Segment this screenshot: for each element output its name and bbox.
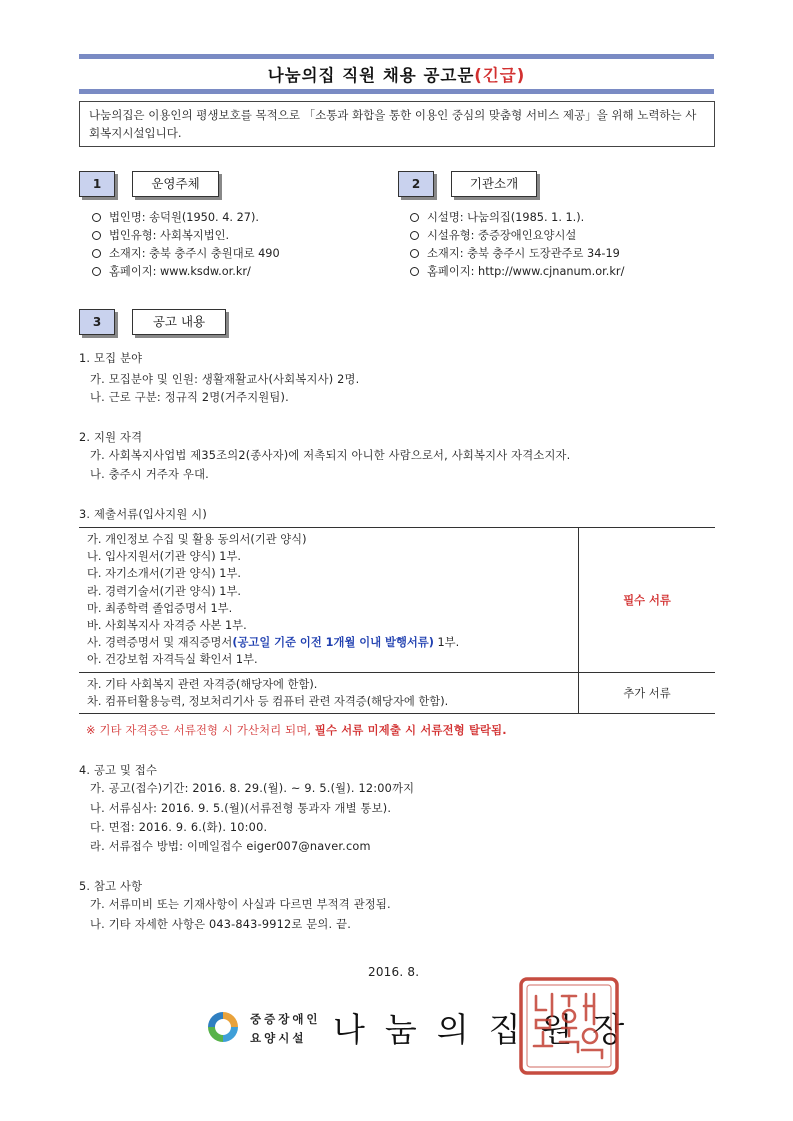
org-line-1: 중증장애인 <box>250 1012 321 1026</box>
schedule-item: 다. 면접: 2016. 9. 6.(화). 10:00. <box>90 821 268 834</box>
schedule-item: 라. 서류접수 방법: 이메일접수 eiger007@naver.com <box>90 840 371 853</box>
circle-bullet-icon <box>410 267 419 276</box>
header-bottom-bar <box>79 89 714 94</box>
page-title <box>79 62 714 86</box>
section1-number: 1 <box>79 171 115 197</box>
circle-bullet-icon <box>92 249 101 258</box>
documents-heading: 3. 제출서류(입사지원 시) <box>79 508 207 521</box>
footer-date: 2016. 8. <box>368 965 420 979</box>
section2-item: 시설유형: 중증장애인요양시설 <box>410 227 576 244</box>
additional-documents-cell <box>79 672 579 713</box>
documents-table <box>79 527 715 714</box>
document-item: 차. 컴퓨터활용능력, 정보처리기사 등 컴퓨터 관련 자격증(해당자에 한함). <box>87 694 449 708</box>
notes-item: 가. 서류미비 또는 기재사항이 사실과 다르면 부적격 관정됨. <box>90 898 391 911</box>
circle-bullet-icon <box>410 213 419 222</box>
notes-heading: 5. 참고 사항 <box>79 880 143 893</box>
documents-note: ※ 기타 자격증은 서류전형 시 가산처리 되며, 필수 서류 미제출 시 서류전형 탈락됨. <box>86 724 507 737</box>
intro-box: 나눔의집은 이용인의 평생보호를 목적으로 「소통과 화합을 통한 이용인 중심의 맞춤형 서비스 제공」을 위해 노력하는 사회복지시설입니다. <box>79 101 715 147</box>
required-documents-cell <box>79 528 579 673</box>
section2-item: 소재지: 충북 충주시 도장관주로 34-19 <box>410 245 620 262</box>
recruit-item: 나. 근로 구분: 정규직 2명(거주지원팀). <box>90 391 289 404</box>
section2-label: 기관소개 <box>451 171 537 197</box>
schedule-item: 가. 공고(접수)기간: 2016. 8. 29.(월). ~ 9. 5.(월). 12:00까지 <box>90 782 415 795</box>
director-signature: 나눔의집원장 <box>333 1010 645 1049</box>
circle-bullet-icon <box>410 231 419 240</box>
org-line-2: 요양시설 <box>250 1031 307 1045</box>
section1-label: 운영주체 <box>132 171 219 197</box>
organization-logo-icon <box>205 1009 241 1045</box>
document-item: 가. 개인정보 수집 및 활용 동의서(기관 양식) <box>87 533 307 546</box>
required-label: 필수 서류 <box>579 528 716 673</box>
circle-bullet-icon <box>92 231 101 240</box>
qualify-item: 나. 충주시 거주자 우대. <box>90 468 209 481</box>
header-top-bar <box>79 54 714 59</box>
section3-label: 공고 내용 <box>132 309 226 335</box>
section1-item: 법인명: 송덕원(1950. 4. 27). <box>92 209 259 226</box>
section1-item: 소재지: 충북 충주시 충원대로 490 <box>92 245 280 262</box>
schedule-item: 나. 서류심사: 2016. 9. 5.(월)(서류전형 통과자 개별 통보). <box>90 802 392 815</box>
section2-item: 홈페이지: http://www.cjnanum.or.kr/ <box>410 263 624 280</box>
recruit-item: 가. 모집분야 및 인원: 생활재활교사(사회복지사) 2명. <box>90 373 360 386</box>
document-item: 자. 기타 사회복지 관련 자격증(해당자에 한함). <box>87 677 318 691</box>
additional-label: 추가 서류 <box>579 672 716 713</box>
qualify-item: 가. 사회복지사업법 제35조의2(종사자)에 저촉되지 아니한 사람으로서, 사회복지사 자격소지자. <box>90 449 571 462</box>
qualify-heading: 2. 지원 자격 <box>79 431 143 444</box>
section3-number: 3 <box>79 309 115 335</box>
document-item-career: 사. 경력증명서 및 재직증명서(공고일 기준 이전 1개월 이내 발행서류) 1부. <box>87 636 460 650</box>
official-seal-stamp <box>518 976 620 1076</box>
section1-item: 법인유형: 사회복지법인. <box>92 227 229 244</box>
document-item: 바. 사회복지사 자격증 사본 1부. <box>87 619 247 633</box>
title-text: 나눔의집 직원 채용 공고문 <box>267 66 475 85</box>
recruit-heading: 1. 모집 분야 <box>79 352 143 365</box>
circle-bullet-icon <box>92 267 101 276</box>
section2-item: 시설명: 나눔의집(1985. 1. 1.). <box>410 209 584 226</box>
document-item: 다. 자기소개서(기관 양식) 1부. <box>87 567 241 581</box>
document-item: 나. 입사지원서(기관 양식) 1부. <box>87 550 241 564</box>
section1-item: 홈페이지: www.ksdw.or.kr/ <box>92 263 251 280</box>
section2-number: 2 <box>398 171 434 197</box>
circle-bullet-icon <box>92 213 101 222</box>
schedule-heading: 4. 공고 및 접수 <box>79 764 158 777</box>
career-highlight: (공고일 기준 이전 1개월 이내 발행서류) <box>232 636 434 650</box>
notes-item: 나. 기타 자세한 사항은 043-843-9912로 문의. 끝. <box>90 918 352 931</box>
circle-bullet-icon <box>410 249 419 258</box>
document-item: 마. 최종학력 졸업증명서 1부. <box>87 601 233 615</box>
title-urgent: (긴급) <box>474 66 526 85</box>
document-item: 아. 건강보험 자격득실 확인서 1부. <box>87 653 258 667</box>
document-item: 라. 경력기술서(기관 양식) 1부. <box>87 584 241 598</box>
